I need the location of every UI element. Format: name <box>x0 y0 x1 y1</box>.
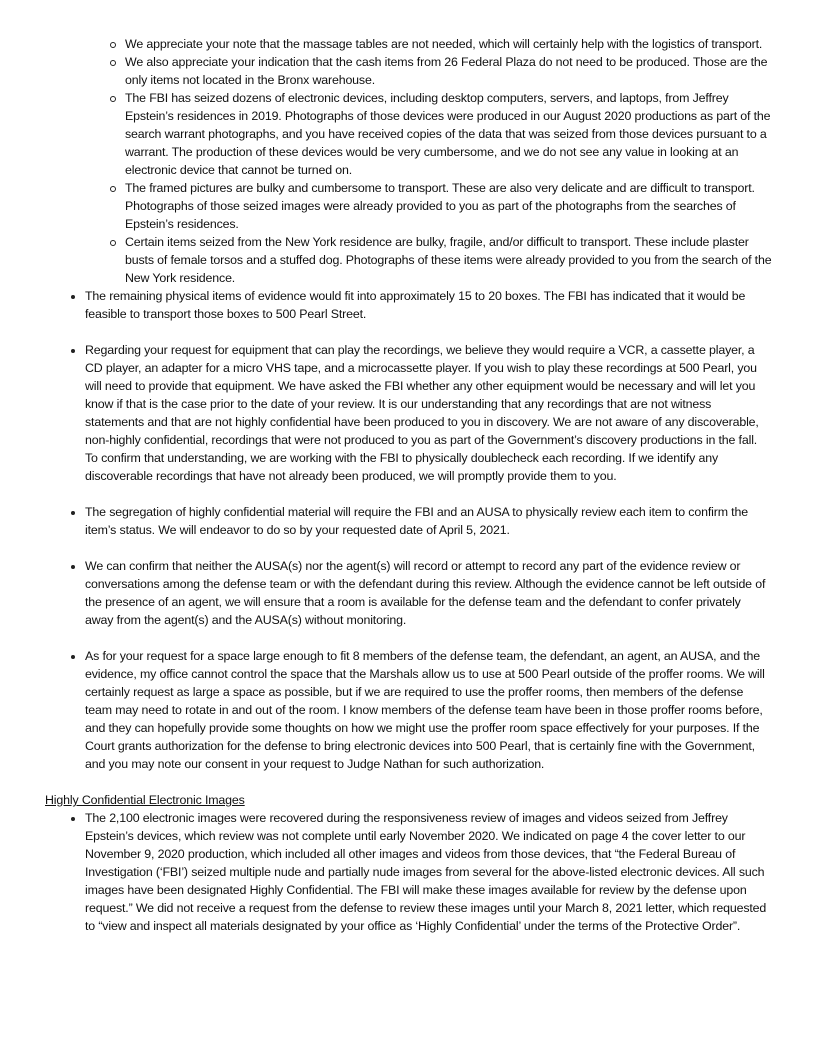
sub-bullet-list <box>0 35 816 287</box>
bullet-item-segregation: The segregation of highly confidential material will require the FBI and an AUSA to physically review each item to confirm the item’s status. We will endeavor to do so by your requested date of April 5, 2021. <box>0 503 816 539</box>
sub-bullet-item: Certain items seized from the New York residence are bulky, fragile, and/or difficult to transport. These include plaster busts of female torsos and a stuffed dog. Photographs of these items were already provided to you from the search of the New York residence. <box>0 233 816 287</box>
bullet-item-recording-confirmation: We can confirm that neither the AUSA(s) nor the agent(s) will record or attempt to record any part of the evidence review or conversations among the defense team or with the defendant during this review. Although the evidence cannot be left outside of the presence of an agent, we will ensure that a room is available for the defense team and the defendant to confer privately away from the agent(s) and the AUSA(s) without monitoring. <box>0 557 816 629</box>
document-page <box>0 35 816 935</box>
bullet-item-electronic-images: The 2,100 electronic images were recovered during the responsiveness review of images and videos seized from Jeffrey Epstein’s devices, which review was not complete until early November 2020. We indicated on page 4 the cover letter to our November 9, 2020 production, which included all other images and videos from those devices, that “the Federal Bureau of Investigation (‘FBI’) seized multiple nude and partially nude images from several for the above-listed electronic devices. All such images have been designated Highly Confidential. The FBI will make these images available for review by the defense upon request.” We did not receive a request from the defense to review these images until your March 8, 2021 letter, which requested to “view and inspect all materials designated by your office as ‘Highly Confidential’ under the terms of the Protective Order”. <box>0 809 816 935</box>
main-bullet-list <box>0 503 816 539</box>
spacer <box>0 323 816 341</box>
spacer <box>0 485 816 503</box>
sub-bullet-item: We also appreciate your indication that the cash items from 26 Federal Plaza do not need to be produced. Those are the only items not located in the Bronx warehouse. <box>0 53 816 89</box>
main-bullet-list <box>0 341 816 485</box>
bullet-item-recordings: Regarding your request for equipment that can play the recordings, we believe they would require a VCR, a cassette player, a CD player, an adapter for a micro VHS tape, and a microcassette player. If you wish to play these recordings at 500 Pearl, you will need to provide that equipment. We have asked the FBI whether any other equipment would be necessary and will let you know if that is the case prior to the date of your review. It is our understanding that any recordings that are not witness statements and that are not highly confidential have been produced to you in discovery. We are not aware of any discoverable, non-highly confidential, recordings that were not produced to you as part of the Government’s discovery productions in the fall. To confirm that understanding, we are working with the FBI to physically doublecheck each recording. If we identify any discoverable recordings that have not already been produced, we will promptly provide them to you. <box>0 341 816 485</box>
bullet-item-boxes: The remaining physical items of evidence would fit into approximately 15 to 20 boxes. The FBI has indicated that it would be feasible to transport those boxes to 500 Pearl Street. <box>0 287 816 323</box>
sub-bullet-item: We appreciate your note that the massage tables are not needed, which will certainly help with the logistics of transport. <box>0 35 816 53</box>
section-heading: Highly Confidential Electronic Images <box>45 793 245 807</box>
spacer <box>0 629 816 647</box>
spacer <box>0 539 816 557</box>
section-bullet-list <box>0 809 816 935</box>
main-bullet-list <box>0 647 816 773</box>
main-bullet-list <box>0 287 816 323</box>
spacer <box>0 773 816 791</box>
sub-bullet-item: The FBI has seized dozens of electronic devices, including desktop computers, servers, and laptops, from Jeffrey Epstein’s residences in 2019. Photographs of those devices were produced in our August 2020 productions as part of the search warrant photographs, and you have received copies of the data that was seized from those devices pursuant to a warrant. The production of these devices would be very cumbersome, and we do not see any value in looking at an electronic device that cannot be turned on. <box>0 89 816 179</box>
bullet-item-space-request: As for your request for a space large enough to fit 8 members of the defense team, the defendant, an agent, an AUSA, and the evidence, my office cannot control the space that the Marshals allow us to use at 500 Pearl outside of the proffer rooms. We will certainly request as large a space as possible, but if we are required to use the proffer rooms, then members of the defense team may need to rotate in and out of the room. I know members of the defense team have been in those proffer rooms before, and they can hopefully provide some thoughts on how we might use the proffer room space effectively for your purposes. If the Court grants authorization for the defense to bring electronic devices into 500 Pearl, that is certainly fine with the Government, and you may note our consent in your request to Judge Nathan for such authorization. <box>0 647 816 773</box>
sub-bullet-item: The framed pictures are bulky and cumbersome to transport. These are also very delicate and are difficult to transport. Photographs of those seized images were already provided to you as part of the photographs from the searches of Epstein’s residences. <box>0 179 816 233</box>
main-bullet-list <box>0 557 816 629</box>
